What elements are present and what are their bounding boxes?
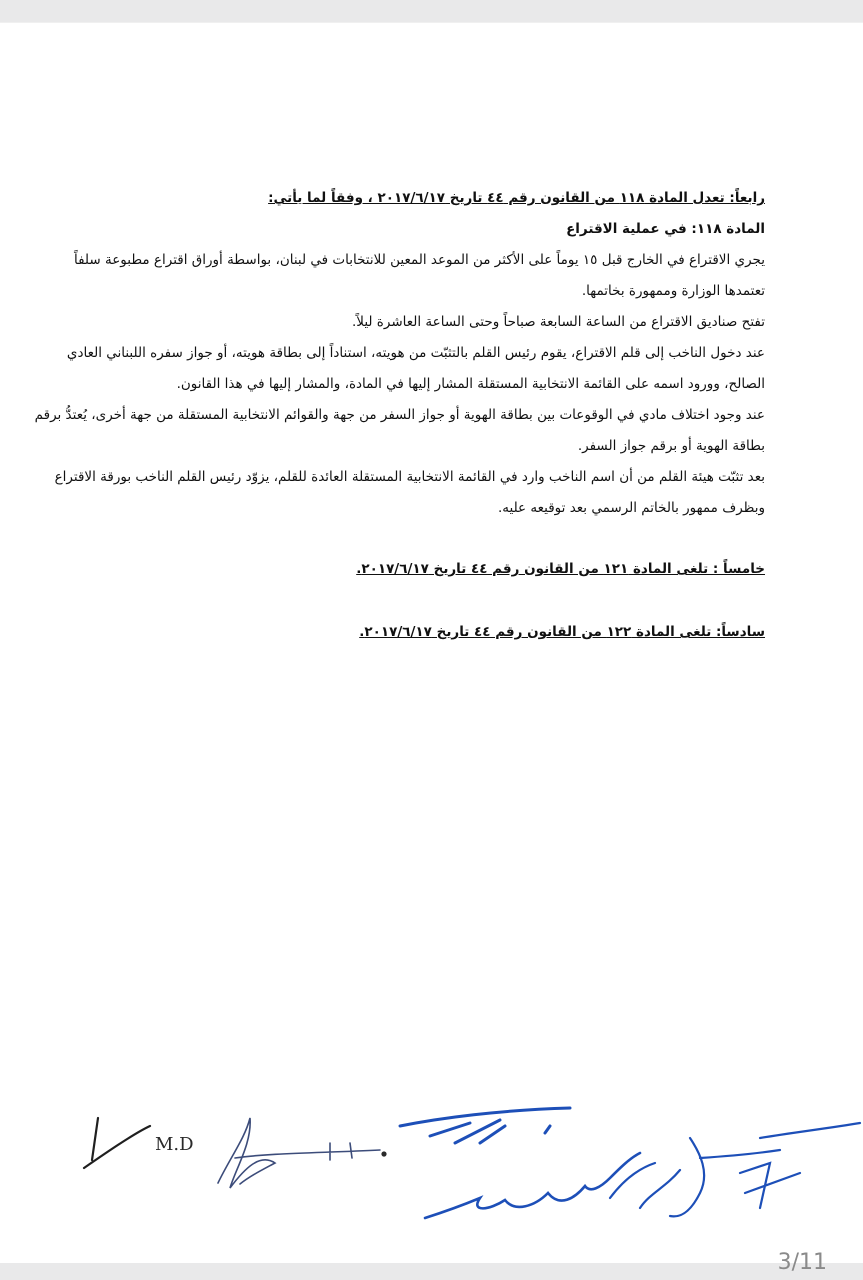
signatures-area <box>0 1098 863 1238</box>
signature-initials: M.D <box>155 1134 194 1155</box>
signature-blue-right <box>610 1123 860 1216</box>
page-indicator: 3/11 <box>777 1250 827 1275</box>
section-five-heading: خامساً : تلغى المادة ١٢١ من القانون رقم ٤٤ تاريخ ٢٠١٧/٦/١٧. <box>356 561 765 577</box>
signature-tick <box>84 1118 150 1168</box>
document-body <box>30 183 765 648</box>
paragraph-voter-identity: عند دخول الناخب إلى قلم الاقتراع، يقوم رئيس القلم بالتثبّت من هويته، استناداً إلى بطاقة هويته، أو جواز سفره اللبناني العادي الصالح، وورود اسمه على القائمة الانتخابية المستقلة المشار إليها في المادة، والمشار إليها في هذا القانون. <box>66 345 765 392</box>
paragraph-opening-hours: تفتح صناديق الاقتراع من الساعة السابعة صباحاً وحتى الساعة العاشرة ليلاً. <box>351 314 765 330</box>
paragraph-voting-abroad: يجري الاقتراع في الخارج قبل ١٥ يوماً على الأكثر من الموعد المعين للانتخابات في لبنان، بواسطة أوراق اقتراع مطبوعة سلفاً تعتمدها الوزارة وممهورة بخاتمها. <box>73 252 765 299</box>
document-page <box>0 22 863 1263</box>
signature-blue-top <box>400 1108 570 1143</box>
paragraph-ballot-envelope: بعد تثبّت هيئة القلم من أن اسم الناخب وارد في القائمة الانتخابية المستقلة العائدة للقلم، يزوّد رئيس القلم الناخب بورقة الاقتراع وبظرف ممهور بالخاتم الرسمي بعد توقيعه عليه. <box>54 469 765 516</box>
section-six-heading: سادساً: تلغى المادة ١٢٢ من القانون رقم ٤٤ تاريخ ٢٠١٧/٦/١٧. <box>359 624 765 640</box>
paragraph-discrepancy: عند وجود اختلاف مادي في الوقوعات بين بطاقة الهوية أو جواز السفر من جهة والقوائم الانتخابية المستقلة من جهة أخرى، يُعتدُّ برقم بطاقة الهوية أو برقم جواز السفر. <box>34 407 765 454</box>
signature-scribble <box>218 1118 380 1188</box>
section-four-heading: رابعاً: تعدل المادة ١١٨ من القانون رقم ٤٤ تاريخ ٢٠١٧/٦/١٧ ، وفقاً لما يأتي: <box>268 190 765 206</box>
signature-blue-cursive <box>425 1153 640 1218</box>
article-118-title: المادة ١١٨: في عملية الاقتراع <box>566 221 765 237</box>
